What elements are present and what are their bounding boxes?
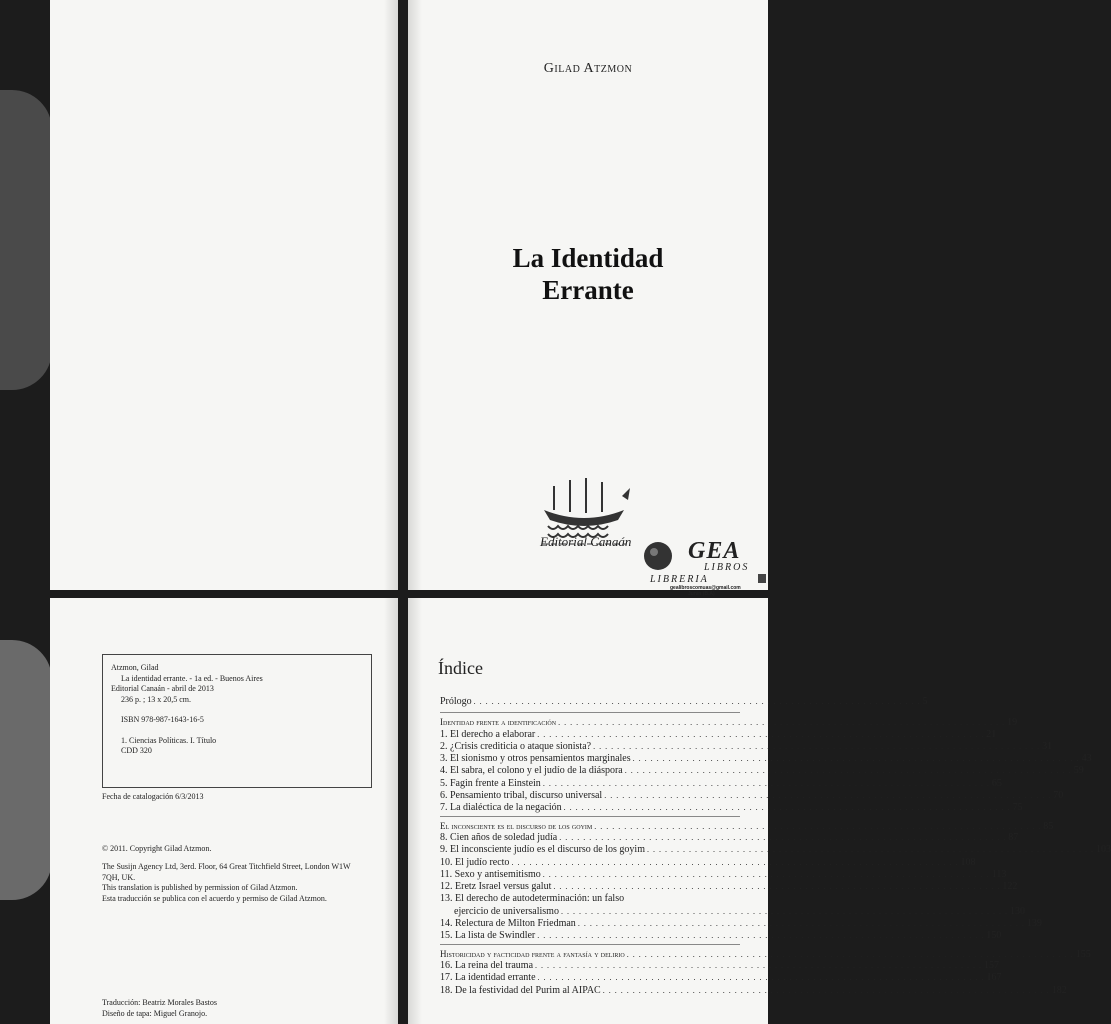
toc-entry — [440, 765, 1084, 777]
toc-page-number: 113 — [991, 868, 1007, 880]
toc-entry-title: 10. El judío recto — [440, 856, 510, 868]
toc-entry-title: 2. ¿Crisis crediticia o ataque sionista? — [440, 740, 592, 752]
toc-entry-title: 1. El derecho a elaborar — [440, 728, 536, 740]
toc-entry-title: 4. El sabra, el colono y el judío de la diáspora — [440, 765, 623, 777]
stamp-city: Junín (B.A) — [688, 591, 715, 597]
toc-dot-leader — [541, 778, 992, 790]
translation-credit: Traducción: Beatriz Morales Bastos — [102, 998, 218, 1007]
toc-entry — [440, 984, 1067, 997]
toc-page-number: 182 — [1051, 984, 1067, 996]
toc-section — [440, 948, 1091, 960]
cover-design-credit: Diseño de tapa: Miguel Granojo. — [102, 1008, 208, 1018]
toc-dot-leader — [541, 869, 992, 881]
cip-line: CDD 320 — [121, 746, 152, 755]
agency-line-2: 7QH, UK. — [102, 872, 136, 882]
author-name: Gilad Atzmon — [543, 61, 633, 76]
toc-dot-leader — [551, 881, 1002, 893]
toc-entry — [440, 696, 928, 708]
toc-entry-title: 5. Fagin frente a Einstein — [440, 777, 541, 789]
toc-page-number: 75 — [1012, 802, 1023, 814]
toc-dot-leader — [645, 844, 1096, 856]
index-heading: Índice — [438, 658, 483, 678]
toc-dot-leader — [559, 906, 1010, 918]
toc-page-number: 155 — [1075, 948, 1091, 960]
toc-entry-title: 16. La reina del trauma — [440, 959, 534, 971]
toc-dot-leader — [535, 729, 986, 741]
toc-page-number: 21 — [986, 728, 997, 740]
toc-dot-leader — [601, 985, 1052, 997]
toc-page-number: 150 — [986, 930, 1002, 942]
toc-entry — [440, 740, 1053, 753]
toc-entry — [440, 972, 1002, 984]
toc-page-number: 5 — [922, 696, 928, 707]
toc-dot-leader — [557, 832, 1008, 844]
title-page — [408, 0, 768, 597]
gutter-shadow — [384, 0, 398, 590]
toc-entry-title: 13. El derecho de autodeterminación: un falso — [440, 893, 625, 905]
permission-en: This translation is published by permission of Gilad Atzmon. — [102, 883, 298, 892]
toc-entry-title: 8. Cien años de soledad judía — [440, 831, 558, 843]
toc-dot-leader — [591, 741, 1042, 753]
toc-page-number: 59 — [1073, 765, 1084, 777]
toc-entry — [440, 831, 1019, 844]
cip-line: 1. Ciencias Políticas. I. Título — [121, 735, 217, 745]
toc-entry — [440, 893, 740, 905]
toc-entry-title: 18. De la festividad del Purim al AIPAC — [440, 984, 601, 996]
toc-entry-title: 3. El sionismo y otros pensamientos marginales — [440, 753, 631, 765]
toc-entry — [440, 918, 1042, 930]
toc-entry — [440, 930, 1002, 942]
hand-shadow-bottom — [0, 640, 52, 900]
toc-page-number: 87 — [1008, 831, 1019, 843]
toc-entry — [440, 868, 1007, 881]
toc-page-number: 65 — [991, 777, 1002, 789]
toc-entry-title: 9. El inconsciente judío es el discurso de los goyim — [440, 844, 645, 856]
toc-page-number: 70 — [1053, 790, 1064, 802]
table-of-contents — [440, 696, 1111, 997]
toc-dot-leader — [533, 960, 984, 972]
index-page — [408, 598, 1111, 1024]
hand-shadow-top — [0, 90, 52, 390]
toc-page-number: 85 — [1043, 820, 1054, 832]
section-divider — [440, 816, 740, 817]
cip-line: Atzmon, Gilad — [111, 663, 159, 672]
toc-dot-leader — [576, 918, 1027, 930]
toc-page-number: 157 — [984, 959, 1000, 971]
toc-entry-title: 15. La lista de Swindler — [440, 930, 536, 942]
toc-page-number: 43 — [1081, 753, 1092, 765]
cip-line: 236 p. ; 13 x 20,5 cm. — [121, 694, 191, 704]
stamp-sub: LIBROS — [704, 562, 750, 573]
toc-section — [440, 716, 1018, 729]
title-line-1: La Identidad — [512, 243, 664, 273]
publisher-logo-text: Editorial Canaán — [540, 534, 632, 549]
catalog-date: Fecha de catalogación 6/3/2013 — [102, 792, 204, 801]
section-divider — [440, 944, 740, 945]
toc-entry-title: 6. Pensamiento tribal, discurso universal — [440, 790, 603, 802]
title-line-2: Errante — [542, 275, 634, 305]
stamp-name: GEA — [688, 538, 741, 564]
toc-dot-leader — [602, 790, 1053, 802]
toc-entry — [440, 959, 1000, 972]
cip-isbn: ISBN 978-987-1643-16-5 — [121, 715, 204, 724]
toc-page-number: 139 — [1026, 918, 1042, 930]
gutter-shadow — [384, 598, 398, 1024]
cip-line: La identidad errante. - 1a ed. - Buenos Aires — [121, 673, 263, 683]
toc-page-number: 167 — [986, 972, 1002, 984]
stamp-email — [670, 585, 741, 597]
toc-entry-title: 11. Sexo y antisemitismo — [440, 868, 541, 880]
section-divider — [440, 712, 740, 713]
toc-dot-leader — [623, 765, 1074, 777]
toc-dot-leader — [631, 753, 1082, 765]
toc-dot-leader — [472, 696, 923, 708]
toc-entry — [440, 790, 1064, 802]
toc-dot-leader — [535, 930, 986, 942]
blank-page — [50, 0, 398, 590]
toc-dot-leader — [536, 972, 987, 984]
toc-entry — [440, 844, 1111, 856]
toc-dot-leader — [509, 857, 960, 869]
toc-entry-title: 14. Relectura de Milton Friedman — [440, 918, 576, 930]
cip-line: Editorial Canaán - abril de 2013 — [111, 684, 214, 693]
stamp-line: LIBRERIA — [650, 574, 709, 585]
toc-entry-title: El inconsciente es el discurso de los goyim — [440, 820, 593, 831]
cataloging-box — [102, 654, 372, 788]
copyright-page — [50, 598, 398, 1024]
toc-section — [440, 820, 1054, 832]
toc-page-number: 103 — [1095, 844, 1111, 856]
toc-entry — [440, 777, 1002, 790]
toc-page-number: 19 — [1007, 717, 1018, 729]
toc-page-number: 122 — [1002, 881, 1018, 893]
toc-entry-title: 17. La identidad errante — [440, 972, 536, 984]
toc-entry-title: 12. Eretz Israel versus galut — [440, 881, 552, 893]
toc-entry — [440, 802, 1023, 814]
agency-line-1: The Susijn Agency Ltd, 3erd. Floor, 64 Great Titchfield Street, London W1W — [102, 862, 351, 871]
toc-entry-title: Historicidad y facticidad frente a fantasía y delirio — [440, 948, 625, 959]
toc-entry-title: 7. La dialéctica de la negación — [440, 802, 562, 814]
toc-entry — [440, 728, 997, 741]
toc-entry — [440, 905, 1025, 918]
toc-entry — [440, 881, 1018, 893]
toc-page-number: 108 — [960, 856, 976, 868]
toc-entry-title: Identidad frente a identificación — [440, 717, 557, 728]
toc-entry — [440, 753, 1092, 765]
book-title — [408, 242, 768, 306]
copyright-line: © 2011. Copyright Gilad Atzmon. — [102, 844, 212, 853]
toc-page-number: 130 — [1009, 905, 1025, 917]
toc-page-number: 31 — [1042, 740, 1053, 752]
permission-es: Esta traducción se publica con el acuerdo y permiso de Gilad Atzmon. — [102, 893, 327, 903]
toc-dot-leader — [562, 802, 1013, 814]
toc-entry-title: Prólogo — [440, 696, 472, 707]
toc-entry — [440, 856, 976, 869]
gutter-shadow — [408, 598, 422, 1024]
stamp-email-text: gealibroscomuas@gmail.com — [670, 585, 741, 591]
toc-entry-title: ejercicio de universalismo — [454, 905, 559, 917]
